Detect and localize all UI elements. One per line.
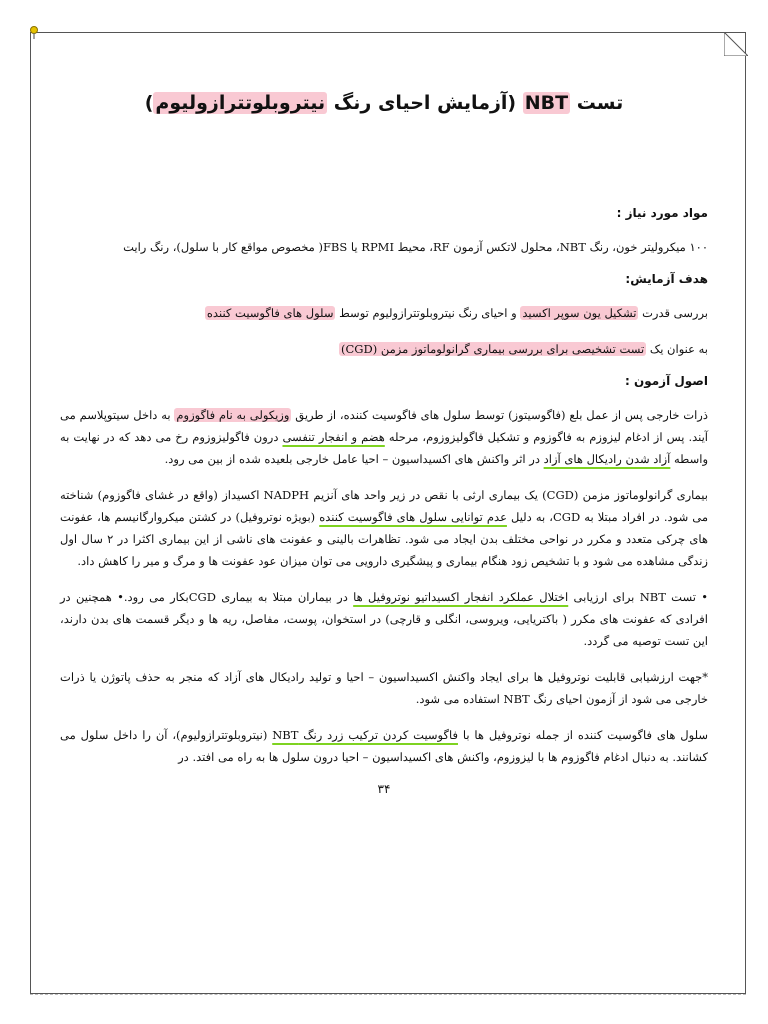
goal-line-2: به عنوان یک تست تشخیصی برای بررسی بیماری گرانولوماتوز مزمن (CGD) <box>340 342 708 356</box>
title-subtitle: (آزمایش احیای رنگ <box>333 92 517 114</box>
page-title <box>60 92 708 114</box>
principles-paragraph-4: *جهت ارزشیابی قابلیت نوتروفیل ها برای ایجاد واکنش اکسیداسیون – احیا و تولید رادیکال های آزاد که منجر به حذف پاتوژن یا ذرات خارجی می شود از آزمون احیای رنگ NBT استفاده می شود. <box>60 670 708 706</box>
title-dye-name: نیتروبلوتترازولیوم <box>155 92 326 114</box>
principles-paragraph-2: بیماری گرانولوماتوز مزمن (CGD) یک بیماری ارثی با نقص در زیر واحد های آنزیم NADPH اکسیداز (واقع در غشای فاگوزوم) شناخته می شود. در افراد مبتلا به CGD، به دلیل عدم توانایی سلول های فاگوسیت کننده (بویژه نوتروفیل) در کشتن میکروارگانیسم ها، عفونت های چرکی متعدد و مکرر در نواحی مختلف بدن ایجاد می شود. تظاهرات بالینی و عفونت های ناشی از این بیماری اکثرا در ۲ سال اول زندگی مشاهده می شود و با تشخیص زود هنگام بیماری و پیشگیری دارویی می توان میزان عود عفونت ها و مرگ و میر را کاهش داد. <box>60 488 708 568</box>
document-body <box>60 92 708 796</box>
goal-line-1: بررسی قدرت تشکیل یون سوپر اکسید و احیای رنگ نیتروبلوتترازولیوم توسط سلول های فاگوسیت کننده <box>206 306 708 320</box>
principles-paragraph-3: • تست NBT برای ارزیابی اختلال عملکرد انفجار اکسیداتیو نوتروفیل ها در بیماران مبتلا به بیماری CGDبکار می رود.• همچنین در افرادی که عفونت های مکرر ( باکتریایی، ویروسی، انگلی و قارچی) در استخوان، پوست، مفاصل، ریه ها و دیگر قسمت های بدن دارند، این تست توصیه می گردد. <box>60 590 709 648</box>
title-prefix: تست <box>576 92 624 114</box>
page-number: ۳۴ <box>377 782 391 796</box>
materials-heading: مواد مورد نیاز : <box>616 206 708 220</box>
goal-heading: هدف آزمایش: <box>625 272 708 286</box>
materials-text: ۱۰۰ میکرولیتر خون، رنگ NBT، محلول لاتکس آزمون RF، محیط RPMI یا FBS( مخصوص مواقع کار با سلول)، رنگ رایت <box>123 240 708 254</box>
pushpin-icon <box>28 26 40 40</box>
principles-heading: اصول آزمون : <box>624 374 708 388</box>
principles-paragraph-5: سلول های فاگوسیت کننده از جمله نوتروفیل ها با فاگوسیت کردن ترکیب زرد رنگ NBT (نیتروبلوتترازولیوم)، آن را داخل سلول می کشانند. به دنبال ادغام فاگوزوم ها با لیزوزوم، واکنش های اکسیداسیون – احیا درون سلول ها به راه می افتد. در <box>60 728 709 764</box>
page-bottom-edge <box>30 994 746 996</box>
title-paren-close: ) <box>144 92 154 114</box>
principles-paragraph-1: ذرات خارجی پس از عمل بلع (فاگوسیتوز) توسط سلول های فاگوسیت کننده، از طریق وزیکولی به نام فاگوزوم به داخل سیتوپلاسم می آیند. پس از ادغام لیزوزم به فاگوزوم و تشکیل فاگولیزوزوم، مرحله هضم و انفجار تنفسی درون فاگولیزوزوم رخ می دهد که در نهایت به واسطه آزاد شدن رادیکال های آزاد در اثر واکنش های اکسیداسیون – احیا عامل خارجی بلعیده شده از بین می رود. <box>60 408 709 466</box>
page-corner-fold-icon <box>724 32 748 56</box>
title-nbt: NBT <box>524 92 569 114</box>
